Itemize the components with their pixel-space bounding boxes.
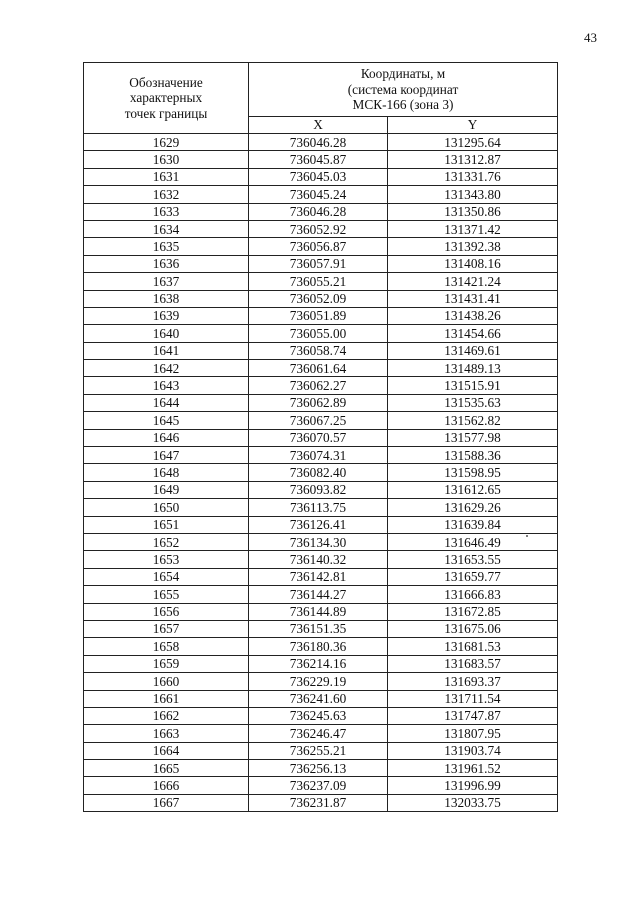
table-row xyxy=(84,134,558,151)
y-coordinate-cell: 131711.54 xyxy=(388,690,558,707)
point-number-cell: 1662 xyxy=(84,707,249,724)
point-number-cell: 1653 xyxy=(84,551,249,568)
point-number-cell: 1649 xyxy=(84,481,249,498)
table-row xyxy=(84,220,558,237)
table-row xyxy=(84,551,558,568)
table-row xyxy=(84,447,558,464)
x-coordinate-cell: 736231.87 xyxy=(249,794,388,811)
table-row xyxy=(84,394,558,411)
y-coordinate-cell: 131598.95 xyxy=(388,464,558,481)
x-coordinate-cell: 736144.27 xyxy=(249,586,388,603)
table-row xyxy=(84,307,558,324)
point-number-cell: 1644 xyxy=(84,394,249,411)
table-row xyxy=(84,760,558,777)
y-coordinate-cell: 131331.76 xyxy=(388,168,558,185)
coordinates-table xyxy=(83,62,558,812)
x-coordinate-cell: 736241.60 xyxy=(249,690,388,707)
x-coordinate-cell: 736056.87 xyxy=(249,238,388,255)
y-coordinate-cell: 132033.75 xyxy=(388,794,558,811)
table-row xyxy=(84,481,558,498)
point-designation-label: Обозначение характерных точек границы xyxy=(124,75,208,121)
table-row xyxy=(84,464,558,481)
y-coordinate-cell: 131653.55 xyxy=(388,551,558,568)
page-number: 43 xyxy=(584,30,597,45)
point-number-cell: 1634 xyxy=(84,220,249,237)
x-coordinate-cell: 736058.74 xyxy=(249,342,388,359)
point-number-cell: 1666 xyxy=(84,777,249,794)
x-coordinate-cell: 736126.41 xyxy=(249,516,388,533)
y-coordinate-cell: 131562.82 xyxy=(388,412,558,429)
point-number-cell: 1658 xyxy=(84,638,249,655)
x-coordinate-cell: 736142.81 xyxy=(249,568,388,585)
y-coordinate-cell: 131672.85 xyxy=(388,603,558,620)
y-coordinate-cell: 131295.64 xyxy=(388,134,558,151)
point-number-cell: 1652 xyxy=(84,533,249,550)
table-row xyxy=(84,168,558,185)
x-coordinate-cell: 736246.47 xyxy=(249,725,388,742)
x-coordinate-cell: 736237.09 xyxy=(249,777,388,794)
table-row xyxy=(84,603,558,620)
table-row xyxy=(84,412,558,429)
y-coordinate-cell: 131675.06 xyxy=(388,620,558,637)
table-row xyxy=(84,360,558,377)
y-coordinate-cell: 131646.49 xyxy=(388,533,558,550)
point-number-cell: 1647 xyxy=(84,447,249,464)
table-row xyxy=(84,429,558,446)
y-coordinate-cell: 131807.95 xyxy=(388,725,558,742)
table-row xyxy=(84,203,558,220)
point-number-cell: 1654 xyxy=(84,568,249,585)
x-coordinate-cell: 736144.89 xyxy=(249,603,388,620)
point-number-cell: 1667 xyxy=(84,794,249,811)
x-coordinate-cell: 736245.63 xyxy=(249,707,388,724)
table-row xyxy=(84,725,558,742)
x-coordinate-cell: 736045.03 xyxy=(249,168,388,185)
y-coordinate-cell: 131489.13 xyxy=(388,360,558,377)
y-coordinate-cell: 131421.24 xyxy=(388,273,558,290)
point-number-cell: 1631 xyxy=(84,168,249,185)
x-coordinate-cell: 736061.64 xyxy=(249,360,388,377)
point-number-cell: 1635 xyxy=(84,238,249,255)
x-coordinate-cell: 736256.13 xyxy=(249,760,388,777)
x-coordinate-cell: 736134.30 xyxy=(249,533,388,550)
table-row xyxy=(84,151,558,168)
point-number-cell: 1665 xyxy=(84,760,249,777)
y-coordinate-cell: 131659.77 xyxy=(388,568,558,585)
table-row xyxy=(84,655,558,672)
point-number-cell: 1659 xyxy=(84,655,249,672)
point-number-cell: 1641 xyxy=(84,342,249,359)
point-number-cell: 1648 xyxy=(84,464,249,481)
table-row xyxy=(84,325,558,342)
point-number-cell: 1650 xyxy=(84,499,249,516)
table-row xyxy=(84,707,558,724)
point-number-cell: 1661 xyxy=(84,690,249,707)
point-number-cell: 1629 xyxy=(84,134,249,151)
x-coordinate-cell: 736180.36 xyxy=(249,638,388,655)
y-coordinate-cell: 131438.26 xyxy=(388,307,558,324)
point-number-cell: 1642 xyxy=(84,360,249,377)
x-coordinate-cell: 736151.35 xyxy=(249,620,388,637)
y-coordinate-cell: 131612.65 xyxy=(388,481,558,498)
point-number-cell: 1636 xyxy=(84,255,249,272)
y-coordinate-cell: 131454.66 xyxy=(388,325,558,342)
coordinates-label: Координаты, м (система координат МСК-166 (зона 3) xyxy=(347,66,459,113)
table-row xyxy=(84,620,558,637)
y-coordinate-cell: 131577.98 xyxy=(388,429,558,446)
y-coordinate-cell: 131639.84 xyxy=(388,516,558,533)
y-coordinate-cell: 131469.61 xyxy=(388,342,558,359)
point-number-cell: 1651 xyxy=(84,516,249,533)
coordinates-header xyxy=(249,63,558,117)
point-number-cell: 1638 xyxy=(84,290,249,307)
table-row xyxy=(84,586,558,603)
table-row xyxy=(84,533,558,550)
x-coordinate-cell: 736070.57 xyxy=(249,429,388,446)
y-coordinate-cell: 131629.26 xyxy=(388,499,558,516)
y-coordinate-cell: 131683.57 xyxy=(388,655,558,672)
x-coordinate-cell: 736046.28 xyxy=(249,203,388,220)
x-coordinate-cell: 736140.32 xyxy=(249,551,388,568)
table-row xyxy=(84,499,558,516)
x-coordinate-cell: 736045.87 xyxy=(249,151,388,168)
x-coordinate-cell: 736093.82 xyxy=(249,481,388,498)
point-number-cell: 1632 xyxy=(84,186,249,203)
y-coordinate-cell: 131996.99 xyxy=(388,777,558,794)
x-coordinate-cell: 736062.89 xyxy=(249,394,388,411)
point-number-cell: 1637 xyxy=(84,273,249,290)
x-coordinate-cell: 736055.21 xyxy=(249,273,388,290)
point-number-cell: 1633 xyxy=(84,203,249,220)
x-coordinate-cell: 736067.25 xyxy=(249,412,388,429)
table-row xyxy=(84,377,558,394)
table-row xyxy=(84,273,558,290)
y-column-header: Y xyxy=(388,116,558,133)
table-body xyxy=(84,134,558,812)
table-row xyxy=(84,777,558,794)
y-coordinate-cell: 131903.74 xyxy=(388,742,558,759)
point-number-cell: 1664 xyxy=(84,742,249,759)
y-coordinate-cell: 131515.91 xyxy=(388,377,558,394)
y-coordinate-cell: 131666.83 xyxy=(388,586,558,603)
point-number-cell: 1630 xyxy=(84,151,249,168)
table-header xyxy=(84,63,558,134)
x-coordinate-cell: 736082.40 xyxy=(249,464,388,481)
y-coordinate-cell: 131681.53 xyxy=(388,638,558,655)
point-number-cell: 1655 xyxy=(84,586,249,603)
table-row xyxy=(84,255,558,272)
y-coordinate-cell: 131431.41 xyxy=(388,290,558,307)
point-number-cell: 1657 xyxy=(84,620,249,637)
table-row xyxy=(84,690,558,707)
table-row xyxy=(84,186,558,203)
point-designation-header xyxy=(84,63,249,134)
scan-speck xyxy=(526,535,528,537)
x-coordinate-cell: 736051.89 xyxy=(249,307,388,324)
x-coordinate-cell: 736113.75 xyxy=(249,499,388,516)
y-coordinate-cell: 131312.87 xyxy=(388,151,558,168)
table-row xyxy=(84,290,558,307)
point-number-cell: 1660 xyxy=(84,673,249,690)
table-row xyxy=(84,638,558,655)
y-coordinate-cell: 131693.37 xyxy=(388,673,558,690)
point-number-cell: 1645 xyxy=(84,412,249,429)
y-coordinate-cell: 131392.38 xyxy=(388,238,558,255)
table-row xyxy=(84,794,558,811)
table-row xyxy=(84,568,558,585)
x-coordinate-cell: 736046.28 xyxy=(249,134,388,151)
table-row xyxy=(84,342,558,359)
y-coordinate-cell: 131747.87 xyxy=(388,707,558,724)
table-row xyxy=(84,516,558,533)
x-column-header: X xyxy=(249,116,388,133)
point-number-cell: 1639 xyxy=(84,307,249,324)
x-coordinate-cell: 736074.31 xyxy=(249,447,388,464)
y-coordinate-cell: 131535.63 xyxy=(388,394,558,411)
point-number-cell: 1640 xyxy=(84,325,249,342)
y-coordinate-cell: 131588.36 xyxy=(388,447,558,464)
y-coordinate-cell: 131961.52 xyxy=(388,760,558,777)
y-coordinate-cell: 131408.16 xyxy=(388,255,558,272)
x-coordinate-cell: 736052.92 xyxy=(249,220,388,237)
x-coordinate-cell: 736055.00 xyxy=(249,325,388,342)
table-row xyxy=(84,742,558,759)
x-coordinate-cell: 736229.19 xyxy=(249,673,388,690)
x-coordinate-cell: 736045.24 xyxy=(249,186,388,203)
point-number-cell: 1643 xyxy=(84,377,249,394)
y-coordinate-cell: 131343.80 xyxy=(388,186,558,203)
table-row xyxy=(84,238,558,255)
x-coordinate-cell: 736057.91 xyxy=(249,255,388,272)
point-number-cell: 1656 xyxy=(84,603,249,620)
y-coordinate-cell: 131350.86 xyxy=(388,203,558,220)
x-coordinate-cell: 736214.16 xyxy=(249,655,388,672)
point-number-cell: 1646 xyxy=(84,429,249,446)
x-coordinate-cell: 736255.21 xyxy=(249,742,388,759)
x-coordinate-cell: 736052.09 xyxy=(249,290,388,307)
table-row xyxy=(84,673,558,690)
point-number-cell: 1663 xyxy=(84,725,249,742)
y-coordinate-cell: 131371.42 xyxy=(388,220,558,237)
x-coordinate-cell: 736062.27 xyxy=(249,377,388,394)
